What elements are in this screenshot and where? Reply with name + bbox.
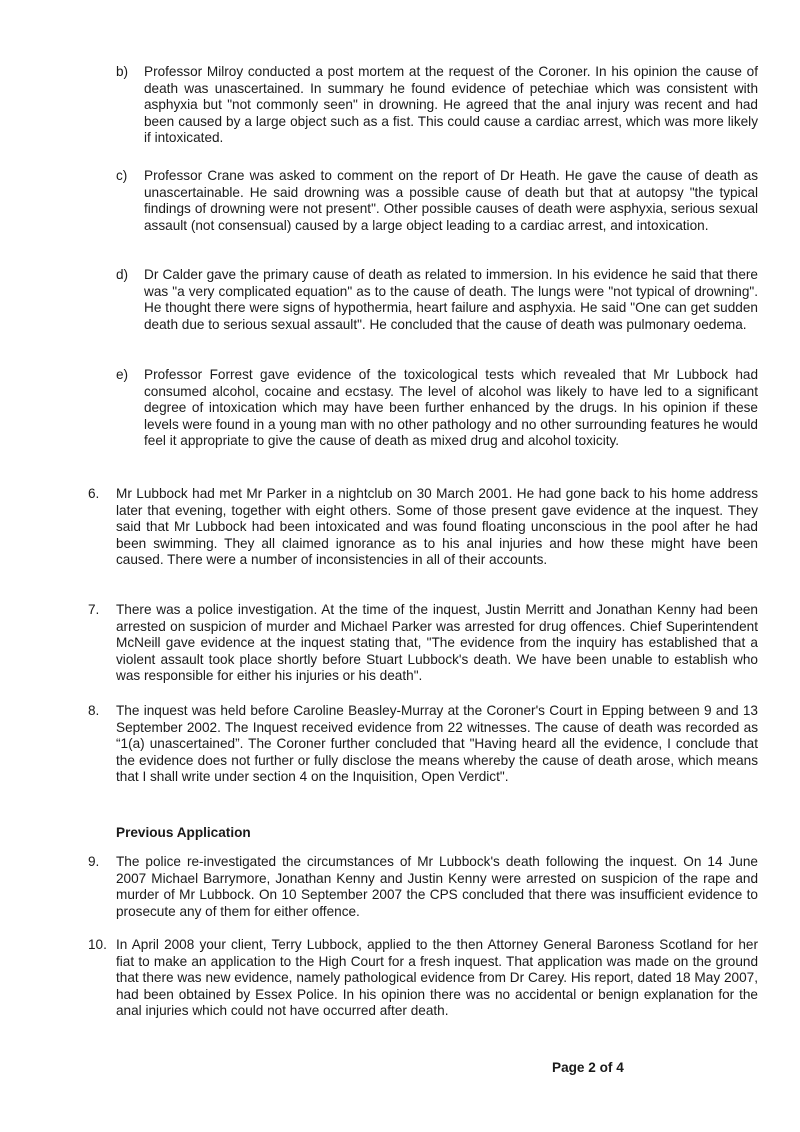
paragraph-text: In April 2008 your client, Terry Lubbock, applied to the then Attorney General Baroness Scotland for her fiat to make an application to the High Court for a fresh inquest. That application was made on the ground that there was new evidence, namely pathological evidence from Dr Carey. His report, dated 18 May 2007, had been obtained by Essex Police. In his opinion there was no accidental or benign explanation for the anal injuries which could not have occurred after death. xyxy=(116,937,758,1019)
paragraph-e xyxy=(116,367,758,450)
paragraph-10 xyxy=(88,937,758,1020)
paragraph-marker: e) xyxy=(116,367,129,382)
paragraph-number: 8. xyxy=(88,703,100,718)
paragraph-d xyxy=(116,267,758,333)
paragraph-9 xyxy=(88,854,758,920)
paragraph-text: There was a police investigation. At the time of the inquest, Justin Merritt and Jonathan Kenny had been arrested on suspicion of murder and Michael Parker was arrested for drug offences. Chief Superintendent McNeill gave evidence at the inquest stating that, "The evidence from the inquiry has established that a violent assault took place shortly before Stuart Lubbock's death. We have been unable to establish who was responsible for either his injuries or his death". xyxy=(116,602,758,684)
paragraph-marker: d) xyxy=(116,267,129,282)
paragraph-number: 6. xyxy=(88,486,100,501)
paragraph-marker: b) xyxy=(116,64,129,79)
paragraph-number: 9. xyxy=(88,854,100,869)
paragraph-b xyxy=(116,64,758,147)
paragraph-text: Professor Milroy conducted a post mortem at the request of the Coroner. In his opinion the cause of death was unascertained. In summary he found evidence of petechiae which was consistent with asphyxia but "not commonly seen" in drowning. He agreed that the anal injury was recent and had been caused by a large object such as a fist. This could cause a cardiac arrest, which was more likely if intoxicated. xyxy=(144,64,758,146)
paragraph-text: The police re-investigated the circumstances of Mr Lubbock's death following the inquest. On 14 June 2007 Michael Barrymore, Jonathan Kenny and Justin Kenny were arrested on suspicion of the rape and murder of Mr Lubbock. On 10 September 2007 the CPS concluded that there was insufficient evidence to prosecute any of them for either offence. xyxy=(116,854,758,919)
paragraph-6 xyxy=(88,486,758,569)
paragraph-text: Dr Calder gave the primary cause of death as related to immersion. In his evidence he said that there was "a very complicated equation" as to the cause of death. The lungs were "not typical of drowning". He thought there were signs of hypothermia, heart failure and asphyxia. He said "One can get sudden death due to serious sexual assault". He concluded that the cause of death was pulmonary oedema. xyxy=(144,267,758,332)
paragraph-marker: c) xyxy=(116,168,128,183)
paragraph-text: Professor Forrest gave evidence of the toxicological tests which revealed that Mr Lubbock had consumed alcohol, cocaine and ecstasy. The level of alcohol was likely to have led to a significant degree of intoxication which may have been further enhanced by the drugs. In his opinion if these levels were found in a young man with no other pathology and no other surrounding features he would feel it appropriate to give the cause of death as mixed drug and alcohol toxicity. xyxy=(144,367,758,449)
paragraph-c xyxy=(116,168,758,234)
paragraph-text: The inquest was held before Caroline Beasley-Murray at the Coroner's Court in Epping between 9 and 13 September 2002. The Inquest received evidence from 22 witnesses. The cause of death was recorded as “1(a) unascertained”. The Coroner further concluded that "Having heard all the evidence, I conclude that the evidence does not further or fully disclose the means whereby the cause of death arose, which means that I shall write under section 4 on the Inquisition, Open Verdict". xyxy=(116,703,758,785)
paragraph-7 xyxy=(88,602,758,685)
paragraph-number: 10. xyxy=(88,937,107,952)
paragraph-8 xyxy=(88,703,758,786)
section-heading: Previous Application xyxy=(116,825,251,840)
page-number: Page 2 of 4 xyxy=(552,1060,624,1075)
paragraph-number: 7. xyxy=(88,602,100,617)
paragraph-text: Mr Lubbock had met Mr Parker in a nightclub on 30 March 2001. He had gone back to his home address later that evening, together with eight others. Some of those present gave evidence at the inquest. They said that Mr Lubbock had been intoxicated and was found floating unconscious in the pool after he had been swimming. They all claimed ignorance as to his anal injuries and how these might have been caused. There were a number of inconsistencies in all of their accounts. xyxy=(116,486,758,568)
paragraph-text: Professor Crane was asked to comment on the report of Dr Heath. He gave the cause of death as unascertainable. He said drowning was a possible cause of death but that at autopsy "the typical findings of drowning were not present". Other possible causes of death were asphyxia, serious sexual assault (not consensual) caused by a large object leading to a cardiac arrest, and intoxication. xyxy=(144,168,758,233)
